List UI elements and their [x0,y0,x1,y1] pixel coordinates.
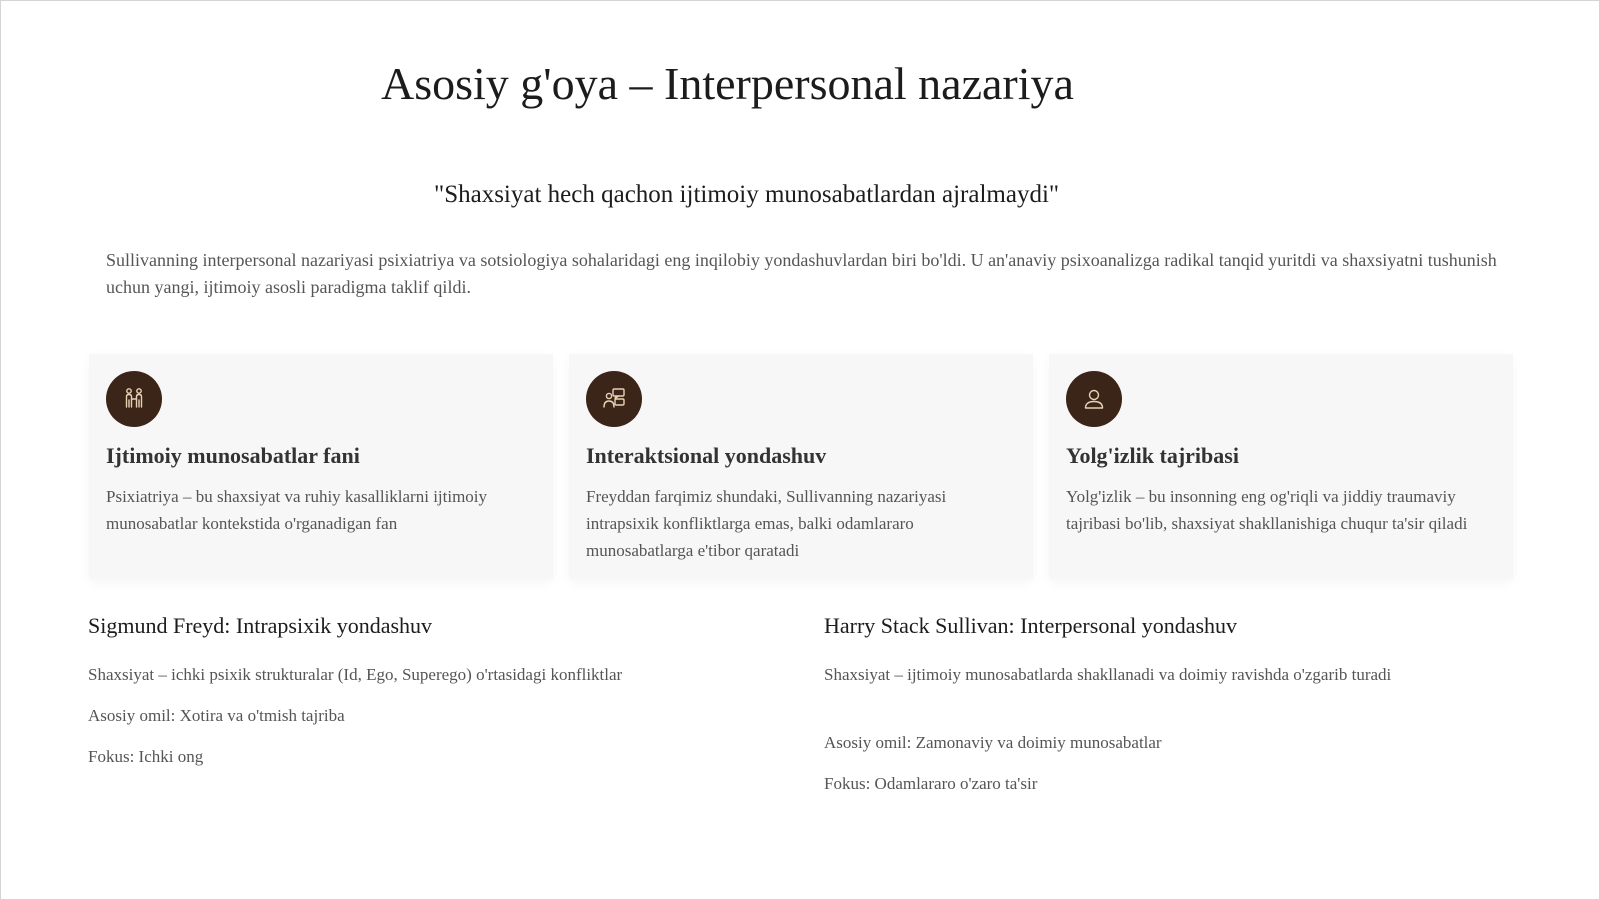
conversation-icon [586,371,642,427]
slide-title: Asosiy g'oya – Interpersonal nazariya [381,58,1074,109]
freud-title: Sigmund Freyd: Intrapsixik yondashuv [88,613,433,638]
sullivan-column [824,613,1524,793]
feature-cards [89,354,1514,579]
people-icon [106,371,162,427]
card-text: Yolg'izlik – bu insonning eng og'riqli va jiddiy traumaviy tajribasi bo'lib, shaxsiyat shakllanishiga chuqur ta'sir qiladi [1066,487,1468,533]
freud-column [88,613,788,766]
sullivan-focus: Fokus: Odamlararo o'zaro ta'sir [824,774,1038,793]
slide-quote: "Shaxsiyat hech qachon ijtimoiy munosabatlardan ajralmaydi" [434,181,1060,208]
card-text: Psixiatriya – bu shaxsiyat va ruhiy kasalliklarni ijtimoiy munosabatlar kontekstida o'rganadigan fan [106,487,488,533]
freud-definition: Shaxsiyat – ichki psixik strukturalar (Id, Ego, Superego) o'rtasidagi konfliktlar [88,665,623,684]
freud-focus: Fokus: Ichki ong [88,747,204,766]
card-social-relations [89,354,553,579]
card-interactional [569,354,1033,579]
card-loneliness [1049,354,1513,579]
card-title: Interaktsional yondashuv [586,443,827,468]
card-title: Ijtimoiy munosabatlar fani [106,443,360,468]
person-icon [1066,371,1122,427]
intro-paragraph: Sullivanning interpersonal nazariyasi psixiatriya va sotsiologiya sohalaridagi eng inqilobiy yondashuvlardan biri bo'ldi. U an'anaviy psixoanalizga radikal tanqid yuritdi va shaxsiyatni tushunish uchun yangi, ijtimoiy asosli paradigma taklif qildi. [106,250,1497,297]
card-title: Yolg'izlik tajribasi [1066,443,1239,468]
sullivan-definition: Shaxsiyat – ijtimoiy munosabatlarda shakllanadi va doimiy ravishda o'zgarib turadi [824,665,1392,684]
freud-main-factor: Asosiy omil: Xotira va o'tmish tajriba [88,706,345,725]
sullivan-main-factor: Asosiy omil: Zamonaviy va doimiy munosabatlar [824,733,1162,752]
sullivan-title: Harry Stack Sullivan: Interpersonal yondashuv [824,613,1238,638]
card-text: Freyddan farqimiz shundaki, Sullivanning nazariyasi intrapsixik konfliktlarga emas, balki odamlararo munosabatlarga e'tibor qaratadi [586,487,947,560]
